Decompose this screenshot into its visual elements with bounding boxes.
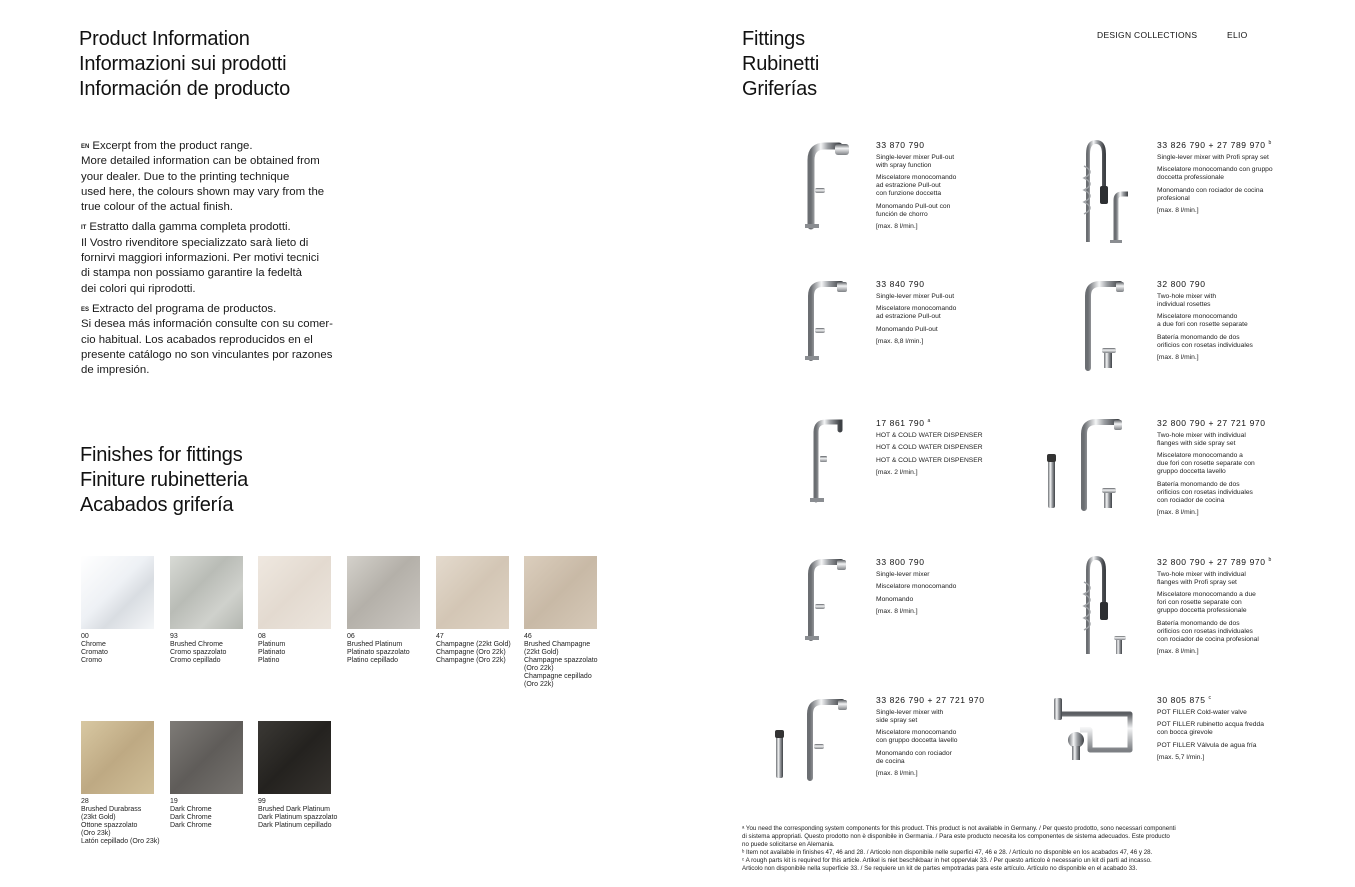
finishes-title-es: Acabados grifería — [80, 494, 234, 516]
flow-rate: [max. 8 l/min.] — [1157, 509, 1199, 517]
product-code: 33 870 790 — [876, 140, 925, 150]
intro-en: $^{EN}$ Excerpt from the product range. More detailed information can be obtained from your dealer. Due to the printing technique used here, the colours shown may vary from the true colour of the actual finish. — [81, 140, 325, 214]
product-33800790: 33 800 790 Single-lever mixer Miscelatore monocomando Monomando [max. 8 l/min.] — [876, 557, 1016, 616]
title-es: Información de producto — [79, 78, 291, 100]
product-code: 33 840 790 — [876, 279, 925, 289]
footnote-b: ᵇ Item not available in finishes 47, 46 and 28. / Articolo non disponibile nelle superfici 47, 46 e 28. / Artículo no disponible en los acabados 47, 46 y 28. — [742, 849, 1153, 856]
footnote-c: ᶜ A rough parts kit is required for this article. Artikel is niet beschikbaar in het oppervlak 33. / Per questo articolo è necessario un kit di parti ad incasso. — [742, 857, 1152, 864]
finish-color-brushed-platinum — [347, 556, 420, 629]
two-hole-profi-spray-icon — [1070, 552, 1140, 660]
profi-spray-faucet-icon — [1070, 136, 1140, 248]
lang-tag: ES — [81, 306, 90, 313]
product-code: 33 800 790 — [876, 557, 925, 567]
product-33826790-27789970: 33 826 790 + 27 789 970 $^b$ Single-lever mixer with Profi spray set Miscelatore monocomando con gruppo doccetta professionale Monomando con rociador de cocina profesional [max. 8 l/min.] — [1157, 140, 1307, 215]
fittings-title-it: Rubinetti — [742, 53, 820, 75]
finish-color-dark-chrome — [170, 721, 243, 794]
finish-swatch-08: 08 Platinum Platinato Platino — [258, 556, 346, 665]
finish-color-brushed-dark-platinum — [258, 721, 331, 794]
nav-series-elio[interactable]: ELIO — [1227, 30, 1248, 40]
finishes-title-en: Finishes for fittings — [80, 444, 243, 466]
product-32800790-27721970: 32 800 790 + 27 721 970 Two-hole mixer with individual flanges with side spray set Miscelatore monocomando a due fori con rosette separate con gruppo doccetta lavello Batería monomando de dos orificios con rosetas individuales con rociador de cocina [max. 8 l/min.] — [1157, 418, 1297, 517]
product-17861790: 17 861 790 $^a$ HOT & COLD WATER DISPENSER HOT & COLD WATER DISPENSER HOT & COLD WATER DISPENSER [max. 2 l/min.] — [876, 418, 1016, 477]
fittings-title — [742, 27, 819, 102]
intro-it: $^{IT}$ Estratto dalla gamma completa prodotti. Il Vostro rivenditore specializzato sarà lieto di fornirvi maggiori informazioni. Per motivi tecnici di stampa non possiamo garantire la fedeltà dei colori qui riprodotti. — [81, 221, 320, 295]
product-code: 33 826 790 + 27 721 970 — [876, 695, 985, 705]
product-information-title — [79, 27, 290, 102]
finish-swatch-00: 00 Chrome Cromato Cromo — [81, 556, 169, 665]
pullout-faucet-icon — [795, 276, 855, 366]
title-it: Informazioni sui prodotti — [79, 53, 287, 75]
title-en: Product Information — [79, 28, 250, 50]
product-code: 30 805 875 $^c$ — [1157, 695, 1212, 705]
flow-rate: [max. 8 l/min.] — [876, 223, 918, 231]
flow-rate: [max. 2 l/min.] — [876, 469, 918, 477]
product-32800790-27789970: 32 800 790 + 27 789 970 $^b$ Two-hole mixer with individual flanges with Profi spray set Miscelatore monocomando a due fori con rosette separate con gruppo doccetta professionale Batería monomando de dos orificios con rosetas individuales con rociador de cocina profesional [max. 8 l/min.] — [1157, 557, 1307, 656]
pullout-spray-faucet-icon — [795, 138, 855, 238]
finishes-title-it: Finiture rubinetteria — [80, 469, 249, 491]
finish-swatch-06: 06 Brushed Platinum Platinato spazzolato Platino cepillado — [347, 556, 435, 665]
product-code: 17 861 790 $^a$ — [876, 418, 931, 428]
flow-rate: [max. 8 l/min.] — [1157, 648, 1199, 656]
flow-rate: [max. 8 l/min.] — [1157, 354, 1199, 362]
finish-swatch-93: 93 Brushed Chrome Cromo spazzolato Cromo cepillado — [170, 556, 258, 665]
water-dispenser-icon — [800, 414, 850, 506]
fittings-title-en: Fittings — [742, 28, 805, 50]
flow-rate: [max. 8,8 l/min.] — [876, 338, 924, 346]
product-30805875: 30 805 875 $^c$ POT FILLER Cold-water valve POT FILLER rubinetto acqua fredda con bocca girevole POT FILLER Válvula de agua fría [max. 5,7 l/min.] — [1157, 695, 1307, 762]
pot-filler-icon — [1050, 694, 1140, 764]
footnotes: ᵃ You need the corresponding system components for this product. This product is not available in Germany. / Per questo prodotto, sono necessari componenti di sistema appropriati. Questo prodotto non è disponibile in Germania. / Para este producto necesita los componentes de sistema adecuados. Este producto no puede solicitarse en Alemania. ᵇ Item not available in finishes 47, 46 and 28. / Articolo non disponibile nelle superfici 47, 46 e 28. / Artículo no disponible en los acabados 47, 46 y 28. ᶜ A rough parts kit is required for this article. Artikel is niet beschikbaar in het oppervlak 33. / Per questo articolo è necessario un kit di parti ad incasso. Articolo non disponibile nella superficie 33. / Se requiere un kit de partes empotradas para este artículo. Artículo no disponible en el acabado 33. — [742, 825, 1176, 872]
footnote-a: ᵃ You need the corresponding system components for this product. This product is not available in Germany. / Per questo prodotto, sono necessari componenti — [742, 825, 1176, 832]
flow-rate: [max. 8 l/min.] — [876, 608, 918, 616]
finish-color-brushed-chrome — [170, 556, 243, 629]
product-33870790: 33 870 790 Single-lever mixer Pull-out with spray function Miscelatore monocomando ad estrazione Pull-out con funzione doccetta Monomando Pull-out con función de chorro [max. 8 l/min.] — [876, 140, 1016, 231]
finish-swatch-99: 99 Brushed Dark Platinum Dark Platinum spazzolato Dark Platinum cepillado — [258, 721, 354, 830]
flow-rate: [max. 8 l/min.] — [1157, 207, 1199, 215]
finish-color-champagne — [436, 556, 509, 629]
flow-rate: [max. 5,7 l/min.] — [1157, 754, 1205, 762]
side-spray-mixer-icon — [770, 694, 856, 784]
product-code: 32 800 790 + 27 789 970 $^b$ — [1157, 557, 1272, 567]
product-code: 32 800 790 — [1157, 279, 1206, 289]
lang-tag: IT — [81, 225, 87, 232]
finish-color-brushed-champagne — [524, 556, 597, 629]
finish-swatch-47: 47 Champagne (22kt Gold) Champagne (Oro 22k) Champagne (Oro 22k) — [436, 556, 524, 665]
finish-swatch-19: 19 Dark Chrome Dark Chrome Dark Chrome — [170, 721, 258, 830]
nav-design-collections[interactable]: DESIGN COLLECTIONS — [1097, 30, 1198, 40]
finish-color-brushed-durabrass — [81, 721, 154, 794]
two-hole-mixer-icon — [1072, 276, 1132, 374]
finish-color-chrome — [81, 556, 154, 629]
single-lever-mixer-icon — [795, 554, 855, 644]
product-code: 32 800 790 + 27 721 970 — [1157, 418, 1266, 428]
fittings-title-es: Griferías — [742, 78, 817, 100]
finish-swatch-28: 28 Brushed Durabrass (23kt Gold) Ottone spazzolato (Oro 23k) Latón cepillado (Oro 23k) — [81, 721, 181, 846]
intro-es: $^{ES}$ Extracto del programa de productos. Si desea más información consulte con su comer- cio habitual. Los acabados reproducidos en el presente catálogo no son vinculantes por razones de impresión. — [81, 302, 333, 377]
flow-rate: [max. 8 l/min.] — [876, 770, 918, 778]
lang-tag: EN — [81, 144, 90, 150]
two-hole-side-spray-icon — [1042, 414, 1134, 514]
product-33840790: 33 840 790 Single-lever mixer Pull-out Miscelatore monocomando ad estrazione Pull-out Monomando Pull-out [max. 8,8 l/min.] — [876, 279, 1016, 346]
product-code: 33 826 790 + 27 789 970 $^b$ — [1157, 140, 1272, 150]
product-32800790: 32 800 790 Two-hole mixer with individual rosettes Miscelatore monocomando a due fori con rosette separate Batería monomando de dos orificios con rosetas individuales [max. 8 l/min.] — [1157, 279, 1297, 362]
intro-text — [81, 139, 371, 383]
product-33826790-27721970: 33 826 790 + 27 721 970 Single-lever mixer with side spray set Miscelatore monocomando con gruppo doccetta lavello Monomando con rociador de cocina [max. 8 l/min.] — [876, 695, 1016, 778]
finishes-title — [80, 443, 248, 518]
finish-color-platinum — [258, 556, 331, 629]
finish-swatch-46: 46 Brushed Champagne (22kt Gold) Champagne spazzolato (Oro 22k) Champagne cepillado (Oro 22k) — [524, 556, 612, 689]
